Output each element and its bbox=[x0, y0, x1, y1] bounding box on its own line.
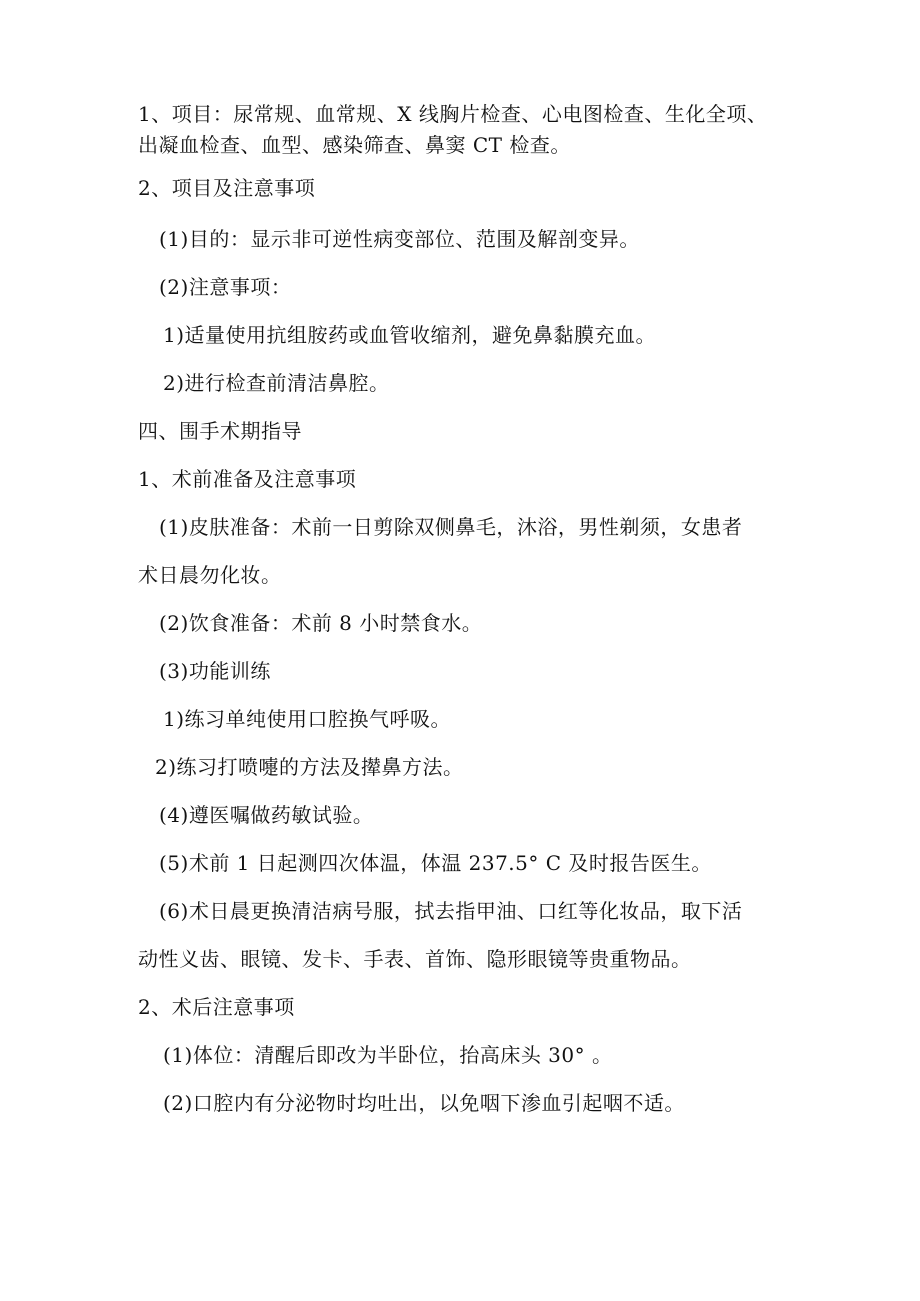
text-line-temperature: (5)术前 1 日起测四次体温，体温 237.5° C 及时报告医生。 bbox=[159, 851, 712, 875]
text-line-skin-prep: (1)皮肤准备：术前一日剪除双侧鼻毛，沐浴，男性剃须，女患者 bbox=[159, 515, 743, 539]
section-heading-perioperative: 四、围手术期指导 bbox=[138, 419, 302, 443]
text-line-purpose: (1)目的：显示非可逆性病变部位、范围及解剖变异。 bbox=[159, 227, 640, 251]
text-line-item-1-checks-cont: 出凝血检查、血型、感染筛查、鼻窦 CT 检查。 bbox=[138, 133, 571, 157]
text-line-diet-prep: (2)饮食准备：术前 8 小时禁食水。 bbox=[159, 611, 483, 635]
text-line-notes-heading: (2)注意事项： bbox=[159, 275, 292, 299]
text-line-item-1-checks: 1、项目：尿常规、血常规、X 线胸片检查、心电图检查、生化全项、 bbox=[138, 102, 768, 126]
text-line-allergy-test: (4)遵医嘱做药敏试验。 bbox=[159, 803, 374, 827]
section-heading-items-notes: 2、项目及注意事项 bbox=[138, 176, 316, 200]
text-line-oral-secretions: (2)口腔内有分泌物时均吐出，以免咽下渗血引起咽不适。 bbox=[163, 1091, 685, 1115]
text-line-skin-prep-cont: 术日晨勿化妆。 bbox=[138, 563, 282, 587]
text-line-note-2: 2)进行检查前清洁鼻腔。 bbox=[163, 371, 390, 395]
text-line-training-1: 1)练习单纯使用口腔换气呼吸。 bbox=[163, 707, 452, 731]
text-line-surgery-day-prep-cont: 动性义齿、眼镜、发卡、手表、首饰、隐形眼镜等贵重物品。 bbox=[138, 947, 692, 971]
text-line-training-2: 2)练习打喷嚏的方法及撵鼻方法。 bbox=[155, 755, 464, 779]
section-heading-preop: 1、术前准备及注意事项 bbox=[138, 467, 357, 491]
text-line-function-training: (3)功能训练 bbox=[159, 659, 271, 683]
text-line-note-1: 1)适量使用抗组胺药或血管收缩剂，避免鼻黏膜充血。 bbox=[163, 323, 657, 347]
text-line-surgery-day-prep: (6)术日晨更换清洁病号服，拭去指甲油、口红等化妆品，取下活 bbox=[159, 899, 743, 923]
text-line-position: (1)体位：清醒后即改为半卧位，抬高床头 30° 。 bbox=[163, 1043, 613, 1067]
section-heading-postop: 2、术后注意事项 bbox=[138, 995, 295, 1019]
